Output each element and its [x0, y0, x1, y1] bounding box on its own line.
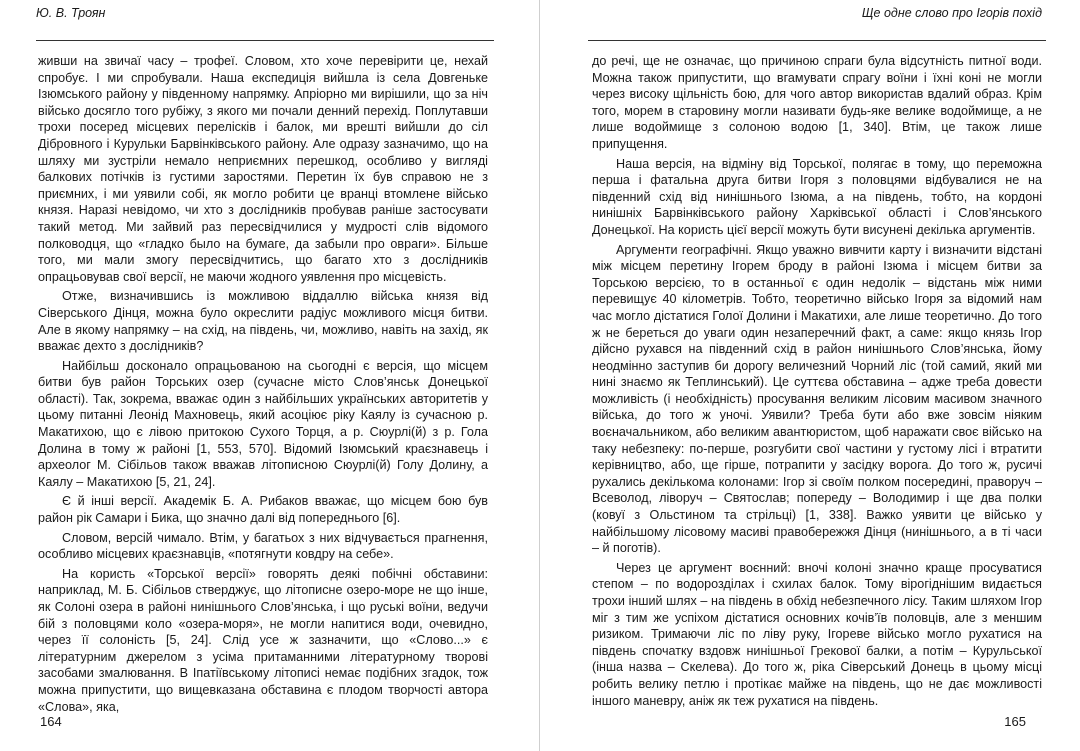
text-column	[38, 53, 488, 718]
right-page	[540, 0, 1080, 751]
paragraph: Є й інші версії. Академік Б. А. Рибаков вважає, що місцем бою був район рік Самари і Бика, що значно далі від попереднього [6].	[38, 494, 488, 526]
running-header-title: Ще одне слово про Ігорів похід	[861, 6, 1042, 20]
page-number: 164	[40, 714, 62, 729]
page-number: 165	[1004, 714, 1026, 729]
header-rule	[588, 40, 1046, 41]
paragraph: Отже, визначившись із можливою віддаллю війська князя від Сіверського Дінця, можна було окреслити радіус можливого місця битви. Але в якому напрямку – на схід, на південь, чи, можливо, навіть на захід, як вважає дехто з дослідників?	[38, 289, 488, 354]
paragraph: живши на звичаї часу – трофеї. Словом, хто хоче перевірити це, нехай спробує. І ми спробували. Наша експедиція вийшла із села Довгеньке Ізюмського району у південному напрямку. Апріорно ми вирішили, що за ніч військо досягло того рубіжу, з якого ми почали денний перехід. Поплутавши трохи посеред місцевих перелісків і балок, ми врешті вийшли до сіл Дібровного і Курульки Барвінківського району. Але одразу зазначимо, що на шляху ми зустріли немало неприємних перешкод, особливо у вигляді балкових потічків із густими заростями. Перетин їх був справою не з приємних, і ми уявили собі, як могло робити це вранці втомлене військо князя. Наразі невідомо, чи хто з дослідників пробував раніше застосувати такий метод. Ми зайвий раз пересвідчилися у мудрості слів відомого полководця, що «гладко было на бумаге, да забыли про овраги». Більше того, ми мали змогу пересвідчитись, що багато хто з дослідників опрацьовував свої версії, не маючи жодного уявлення про місцевість.	[38, 54, 488, 284]
paragraph: На користь «Торської версії» говорять деякі побічні обставини: наприклад, М. Б. Сібільов стверджує, що літописне озеро-море не що інше, як Солоні озера в районі нинішнього Слов’янська, і що руські воїни, ведучи бій з половцями коло «озера-моря», не могли напитися води, очевидно, через її солоність [5, 24]. Слід усе ж зазначити, що «Слово...» є літературним джерелом з усіма притаманними літературному творові засобами змалювання. В Іпатіївському літописі немає подібних згадок, тож можна припустити, що вищевказана обставина є плодом творчості автора «Слова», яка,	[38, 566, 488, 714]
paragraph: Через це аргумент воєнний: вночі колоні значно краще просуватися степом – по водорозділах і схилах балок. Тому вірогіднішим видається трохи інший шлях – на південь в обхід небезпечного лісу. Таким шляхом Ігор міг з тим же успіхом дістатися основних кочів’їв половців, але з меншим ризиком. Тримаючи ліс по ліву руку, Ігореве військо могло рухатися на південь спочатку вздовж нинішньої Грекової балки, а потім – Курульської (інша назва – Скелева). До того ж, ріка Сіверський Донець в цьому місці робить велику петлю і протікає майже на південь, що не дає можливості іншого маневру, аніж як теж рухатися на південь.	[592, 560, 1042, 708]
paragraph: Найбільш досконало опрацьованою на сьогодні є версія, що місцем битви був район Торських озер (сучасне місто Слов’янськ Донецької області). Так, зокрема, вважає один з найбільших українських авторитетів у цьому питанні Леонід Махновець, який асоціює ріку Каялу із сучасною р. Макатихою, що є лівою притокою Сухого Торця, а р. Сюурлі(й) з р. Гола Долина в тому ж районі [1, 553, 570]. Відомий Ізюмський краєзнавець і археолог М. Сібільов також вважав літописною Сюурлі(й) Голу Долину, а Каялу – Макатихою [5, 21, 24].	[38, 358, 488, 489]
paragraph: до речі, ще не означає, що причиною спраги була відсутність питної води. Можна також припустити, що вгамувати спрагу воїни і їхні коні не могли через високу щільність бою, для чого автор використав вдалий образ. Крім того, морем в старовину могли називати будь-яке велике водоймище, а не лише водоймище з солоною водою [1, 340]. Втім, це також лише припущення.	[592, 54, 1042, 151]
paragraph: Словом, версій чимало. Втім, у багатьох з них відчувається прагнення, особливо місцевих краєзнавців, «потягнути ковдру на себе».	[38, 530, 488, 562]
running-header-author: Ю. В. Троян	[36, 6, 106, 20]
header-rule	[36, 40, 494, 41]
paragraph: Наша версія, на відміну від Торської, полягає в тому, що переможна перша і фатальна друга битви Ігоря з половцями відбувалися не на південний схід від нинішнього Ізюма, а на південь, тобто, на кордоні нинішніх Барвінківського району Харківської області і Слов’янського Донецької. На користь цієї версії можуть бути висунені декілька аргументів.	[592, 156, 1042, 237]
text-column	[592, 53, 1042, 712]
paragraph: Аргументи географічні. Якщо уважно вивчити карту і визначити відстані між місцем перетину Ігорем броду в районі Ізюма і місцем битви за Торською версією, то в останньої є один недолік – відстань між ними перевищує 40 кілометрів. Тобто, теоретично військо Ігоря за відомий нам час могло дістатися Голої Долини і Макатихи, але лише теоретично. До того ж не береться до уваги один незаперечний факт, а саме: якщо князь Ігор дійсно рухався на південний схід в район нинішнього Слов’янська, йому неодмінно заступив би дорогу величезний Чорний ліс (той самий, який ми нині знаємо як Теплинський). Це суттєва обставина – адже треба довести можливість (і необхідність) просування великим лісовим масивом значного війська, до того ж уночі. Уявили? Треба бути або вже зовсім ніяким воєначальником, або великим авантюристом, щоб наражати своє військо на таку небезпеку: по-перше, розгубити свої частини у густому лісі і втратити керівництво, або, ще гірше, потрапити у засідку ворога. До того ж, русичі рухались декількома колонами: Ігор зі своїм полком посередині, праворуч – Всеволод, ліворуч – Святослав; попереду – Володимир і ще два полки (ковуї з Ольстином та стрільці) [1, 338]. Важко уявити це військо у найбільшому лісовому масиві правобережжя Дінця (нинішнього, а в ті часи – й поготів).	[592, 242, 1042, 556]
